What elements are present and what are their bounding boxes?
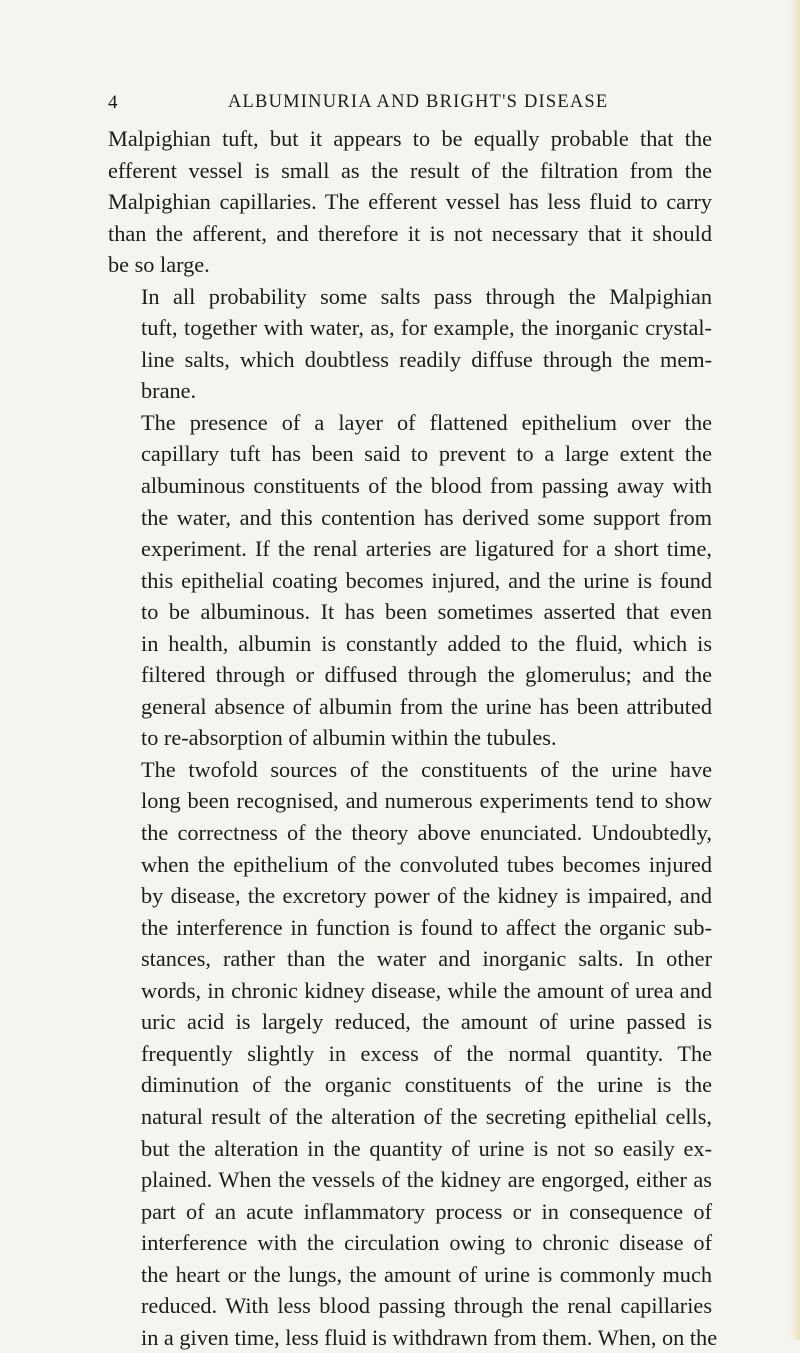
paragraph [108, 281, 712, 407]
text-line: experiment. If the renal arteries are ligatured for a short time, [141, 536, 712, 562]
text-line: in a given time, less fluid is withdrawn from them. When, on the [141, 1324, 718, 1350]
text-line: long been recognised, and numerous experiments tend to show [141, 788, 712, 814]
text-line: albuminous constituents of the blood from passing away with [141, 473, 712, 499]
text-line: line salts, which doubtless readily diffuse through the mem- [141, 346, 712, 372]
page-number: 4 [108, 92, 118, 113]
text-line: in health, albumin is constantly added to the fluid, which is [141, 630, 712, 656]
text-line: In all probability some salts pass through the Malpighian [141, 283, 712, 309]
text-line: than the afferent, and therefore it is not necessary that it should [108, 220, 712, 246]
text-line: general absence of albumin from the urine has been attributed [141, 693, 712, 719]
body-text [108, 123, 718, 1353]
text-line: but the alteration in the quantity of urine is not so easily ex- [141, 1135, 712, 1161]
text-line: the correctness of the theory above enunciated. Undoubtedly, [141, 820, 712, 846]
paragraph [108, 407, 712, 754]
text-line: stances, rather than the water and inorganic salts. In other [141, 946, 712, 972]
text-line: Malpighian tuft, but it appears to be equally probable that the [108, 126, 712, 151]
text-line: efferent vessel is small as the result of the filtration from the [108, 157, 712, 183]
text-line: be so large. [108, 252, 210, 278]
text-line: to re-absorption of albumin within the tubules. [141, 725, 557, 751]
text-line: capillary tuft has been said to prevent to a large extent the [141, 441, 712, 467]
paragraph [108, 123, 712, 281]
text-line: frequently slightly in excess of the normal quantity. The [141, 1040, 712, 1066]
text-line: by disease, the excretory power of the kidney is impaired, and [141, 883, 712, 909]
text-line: words, in chronic kidney disease, while the amount of urea and [141, 977, 712, 1003]
text-line: to be albuminous. It has been sometimes asserted that even [141, 599, 712, 625]
text-line: Malpighian capillaries. The efferent vessel has less fluid to carry [108, 189, 712, 215]
text-line: when the epithelium of the convoluted tubes becomes injured [141, 851, 712, 877]
text-line: part of an acute inflammatory process or in consequence of [141, 1198, 712, 1224]
text-line: plained. When the vessels of the kidney are engorged, either as [141, 1167, 712, 1193]
running-title: ALBUMINURIA AND BRIGHT'S DISEASE [228, 92, 609, 112]
text-line: the water, and this contention has derived some support from [141, 504, 712, 530]
text-line: filtered through or diffused through the glomerulus; and the [141, 662, 712, 688]
paragraph [108, 754, 718, 1353]
text-line: this epithelial coating becomes injured, and the urine is found [141, 567, 712, 593]
text-line: The presence of a layer of flattened epithelium over the [141, 409, 712, 435]
text-line: interference with the circulation owing to chronic disease of [141, 1230, 712, 1256]
page-edge-shadow [790, 0, 800, 1340]
text-line: reduced. With less blood passing through the renal capillaries [141, 1293, 712, 1319]
text-line: diminution of the organic constituents of the urine is the [141, 1072, 712, 1098]
text-line: uric acid is largely reduced, the amount of urine passed is [141, 1009, 712, 1035]
text-line: brane. [141, 378, 197, 404]
text-line: the interference in function is found to affect the organic sub- [141, 914, 712, 940]
text-line: natural result of the alteration of the secreting epithelial cells, [141, 1103, 712, 1129]
page-header [108, 92, 708, 122]
text-line: tuft, together with water, as, for example, the inorganic crystal- [141, 315, 712, 341]
text-line: the heart or the lungs, the amount of urine is commonly much [141, 1261, 712, 1287]
text-line: The twofold sources of the constituents of the urine have [141, 756, 712, 782]
